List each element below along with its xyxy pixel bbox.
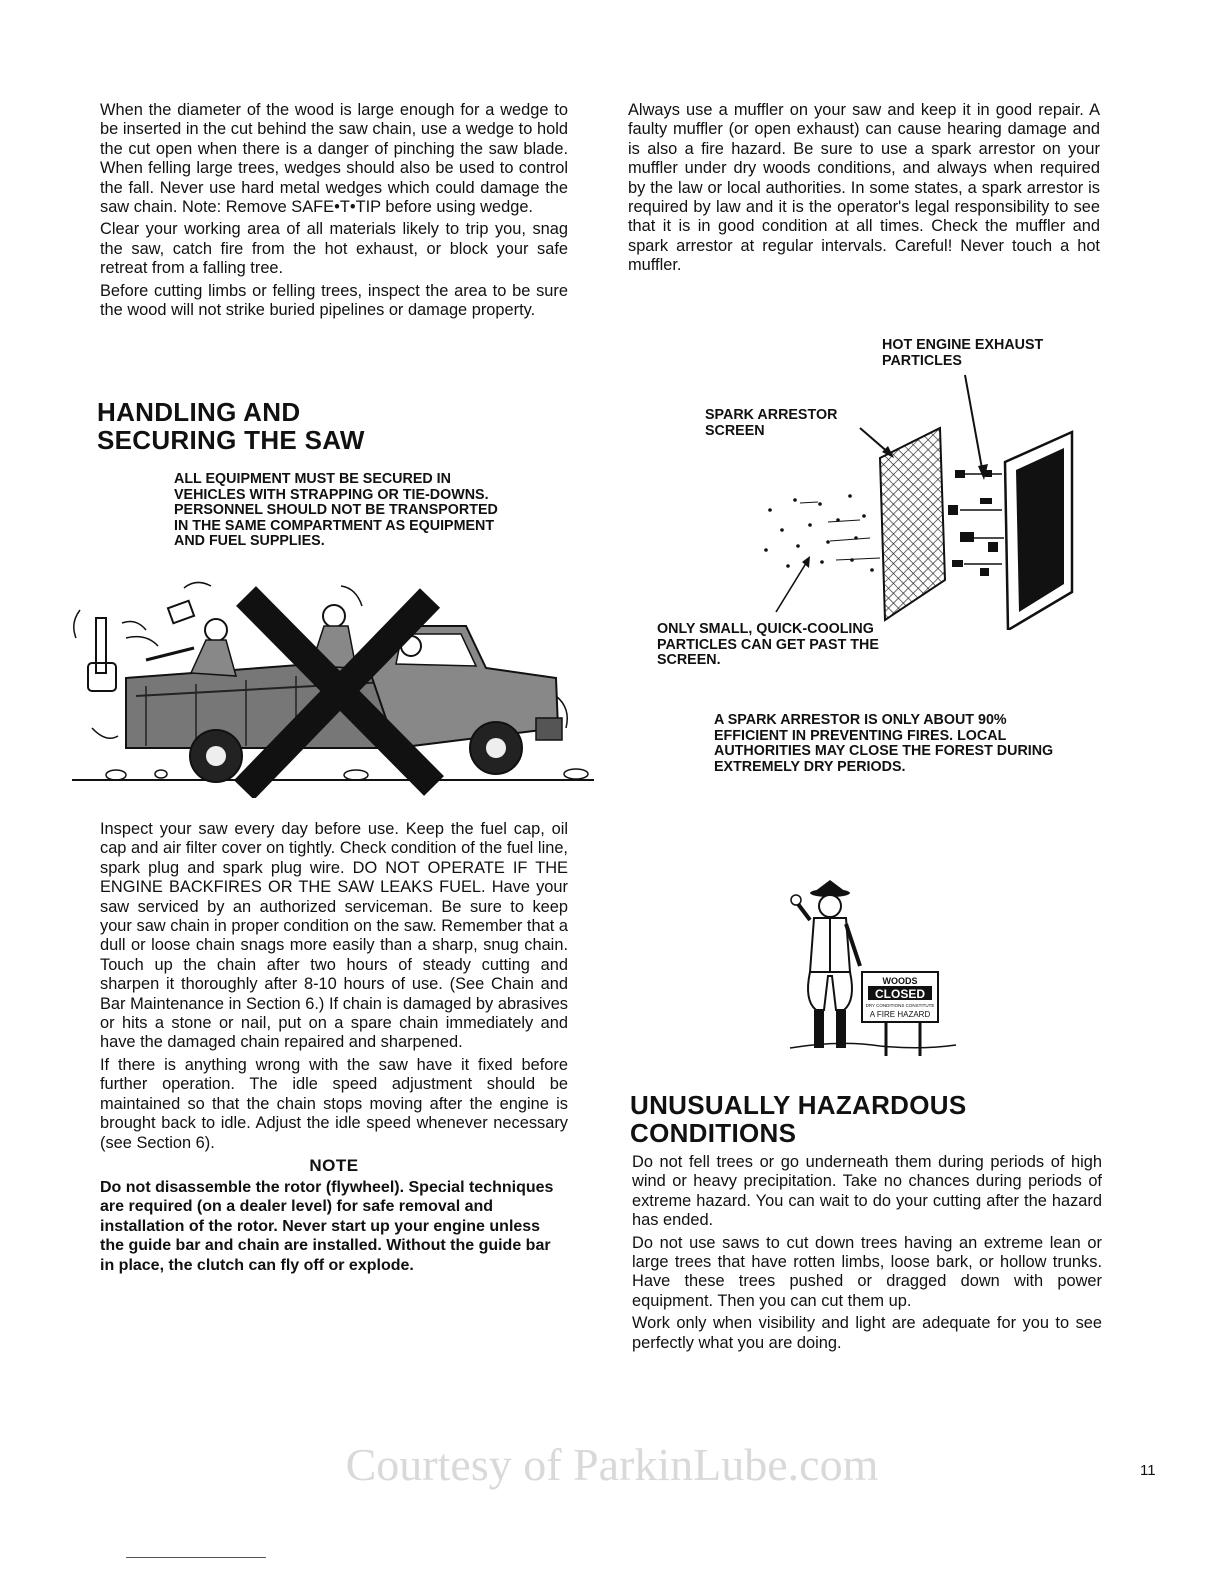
arrestor-caption: A SPARK ARRESTOR IS ONLY ABOUT 90% EFFICIENT IN PREVENTING FIRES. LOCAL AUTHORITIES MAY CLOSE THE FOREST DURING EXTREMELY DRY PERIODS.: [714, 712, 1054, 775]
page-number: 11: [1140, 1462, 1156, 1479]
clear-area-paragraph: Clear your working area of all materials likely to trip you, snag the saw, catch fire from the hot exhaust, or block your safe retreat from a falling tree.: [100, 220, 568, 278]
spark-arrestor-diagram: [740, 370, 1080, 630]
hazard-section: [632, 1153, 1102, 1356]
sign-closed: CLOSED: [874, 987, 926, 1001]
inspect-section: [100, 820, 568, 1275]
fix-saw-paragraph: If there is anything wrong with the saw have it fixed before further operation. The idle speed adjustment should be maintained so that the chain stops moving after the engine is brought back to idle. Adjust the idle speed whenever necessary (see Section 6).: [100, 1055, 568, 1152]
handling-heading: HANDLING AND SECURING THE SAW: [97, 397, 365, 455]
watermark: Courtesy of ParkinLube.com: [345, 1439, 879, 1490]
sign-woods: WOODS: [882, 976, 918, 986]
right-column: [628, 101, 1100, 279]
ranger-sign-illustration: [780, 880, 960, 1070]
wedge-paragraph: When the diameter of the wood is large enough for a wedge to be inserted in the cut behind the saw chain, use a wedge to hold the cut open when there is a danger of pinching the saw blade. When felling large trees, wedges should also be used to control the fall. Never use hard metal wedges which could damage the saw chain. Note: Remove SAFE•T•TIP before using wedge.: [100, 101, 568, 217]
note-title: NOTE: [309, 1155, 359, 1175]
hot-engine-label: HOT ENGINE EXHAUST PARTICLES: [882, 337, 1044, 369]
hazard-paragraph-3: Work only when visibility and light are adequate for you to see perfectly what you are doing.: [632, 1314, 1102, 1352]
inspect-saw-paragraph: Inspect your saw every day before use. Keep the fuel cap, oil cap and air filter cover on tightly. Check condition of the fuel line, spark plug and spark plug wire. DO NOT OPERATE IF THE ENGINE BACKFIRES OR THE SAW LEAKS FUEL. Have your saw serviced by an authorized serviceman. Be sure to keep your saw chain in proper condition on the saw. Remember that a dull or loose chain snags more easily than a sharp, snug chain. Touch up the chain after two hours of steady cutting and sharpen it thoroughly after 8-10 hours of use. (See Chain and Bar Maintenance in Section 6.) If chain is damaged by abrasives or hits a stone or nail, put on a spare chain immediately and have the damaged chain repaired and sharpened.: [100, 820, 568, 1052]
sign-dry-conditions: DRY CONDITIONS CONSTITUTE: [865, 1003, 935, 1008]
spark-screen-label: SPARK ARRESTOR SCREEN: [705, 407, 838, 439]
inspect-area-paragraph: Before cutting limbs or felling trees, inspect the area to be sure the wood will not strike buried pipelines or damage property.: [100, 281, 568, 320]
hazard-paragraph-2: Do not use saws to cut down trees having an extreme lean or large trees that have rotten limbs, loose bark, or hollow trunks. Have these trees pushed or dragged down with power equipment. Then you can cut them up.: [632, 1233, 1102, 1310]
truck-illustration: [66, 578, 596, 798]
note-text: Do not disassemble the rotor (flywheel). Special techniques are required (on a dealer level) for safe removal and installation of the rotor. Never start up your engine unless the guide bar and chain are installed. Without the guide bar in place, the clutch can fly off or explode.: [100, 1178, 554, 1274]
left-column: [100, 101, 568, 323]
hazard-paragraph-1: Do not fell trees or go underneath them during periods of high wind or heavy precipitation. Take no chances during periods of extreme hazard. You can wait to do your cutting after the hazard has ended.: [632, 1153, 1102, 1230]
sign-fire-hazard: A FIRE HAZARD: [869, 1010, 931, 1019]
muffler-paragraph: Always use a muffler on your saw and keep it in good repair. A faulty muffler (or open exhaust) can cause hearing damage and is also a fire hazard. Be sure to use a spark arrestor on your muffler under dry woods conditions, and always when required by the law or local authorities. In some states, a spark arrestor is required by law and it is the operator's legal responsibility to see that it is in good condition at all times. Check the muffler and spark arrestor at regular intervals. Careful! Never touch a hot muffler.: [628, 101, 1100, 275]
equipment-caption: ALL EQUIPMENT MUST BE SECURED IN VEHICLES WITH STRAPPING OR TIE-DOWNS. PERSONNEL SHOULD NOT BE TRANSPORTED IN THE SAME COMPARTMENT AS EQUIPMENT AND FUEL SUPPLIES.: [174, 471, 498, 550]
small-particles-label: ONLY SMALL, QUICK-COOLING PARTICLES CAN GET PAST THE SCREEN.: [657, 621, 879, 669]
hazard-heading: UNUSUALLY HAZARDOUS CONDITIONS: [630, 1090, 967, 1148]
bottom-rule: [126, 1557, 266, 1558]
